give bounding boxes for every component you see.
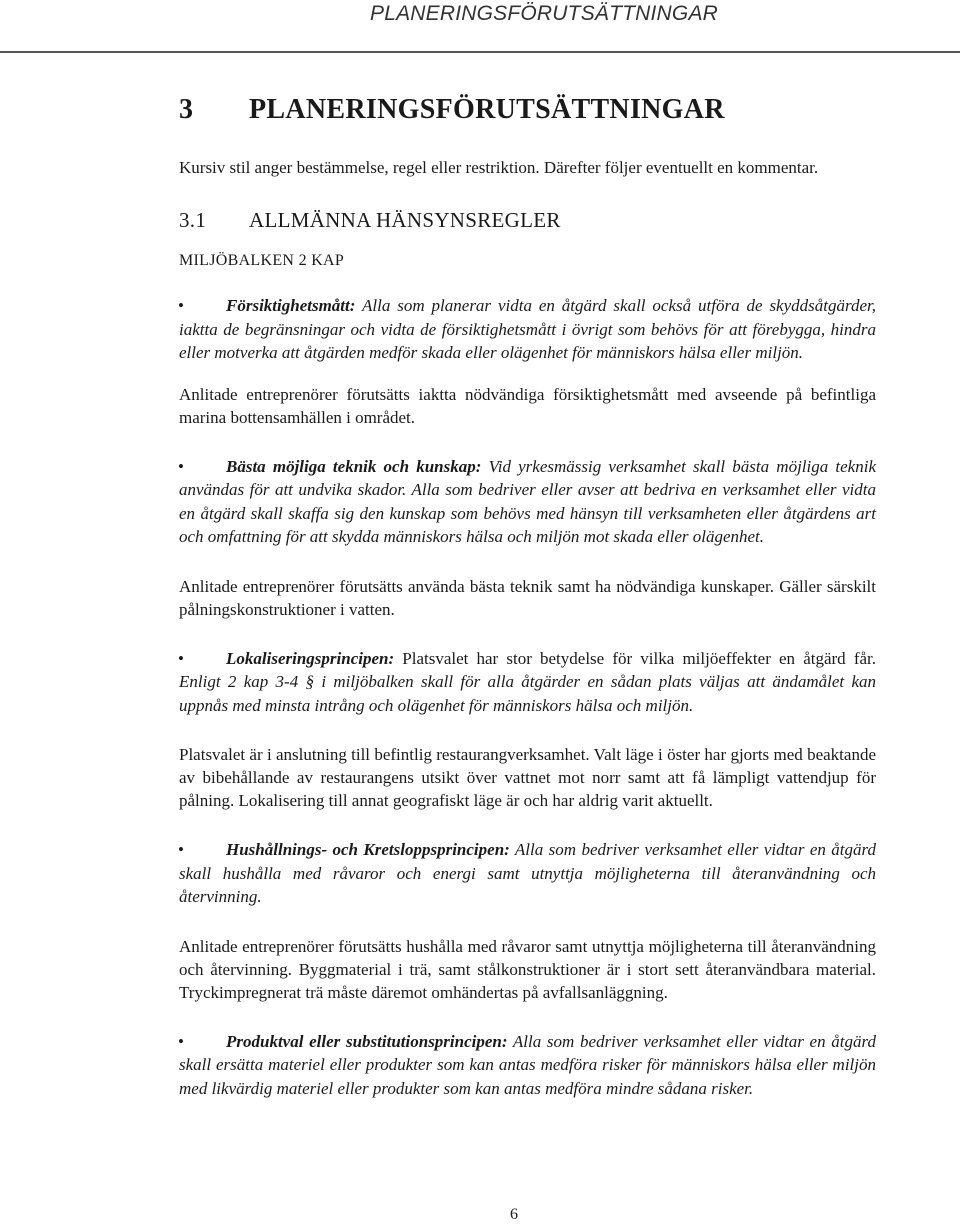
chapter-title: PLANERINGSFÖRUTSÄTTNINGAR — [249, 94, 725, 125]
section-heading — [179, 205, 876, 235]
rule-term: Bästa möjliga teknik och kunskap: — [226, 456, 482, 476]
law-heading: MILJÖBALKEN 2 KAP — [179, 252, 345, 269]
bullet-icon: • — [178, 456, 184, 476]
comment-lokaliseringsprincipen: Platsvalet är i anslutning till befintlig restaurangverksamhet. Valt läge i öster har gjorts med beaktande av bibehållande av restaurangens utsikt över vattnet mot norr samt att få lämpligt vattendjup för pålning. Lokalisering till annat geografiskt läge är och har aldrig varit aktuellt. — [179, 745, 876, 810]
page-number: 6 — [510, 1206, 518, 1223]
running-header: PLANERINGSFÖRUTSÄTTNINGAR — [370, 2, 719, 25]
bullet-icon: • — [178, 296, 184, 315]
rule-forsiktighetsmatt — [179, 294, 876, 365]
chapter-heading — [179, 90, 876, 130]
rule-produktvalsprincipen — [179, 1030, 876, 1101]
comment-hushallningsprincipen: Anlitade entreprenörer förutsätts hushålla med råvaror samt utnyttja möjligheterna till återanvändning och återvinning. Byggmaterial i trä, samt stålkonstruktioner är i stort sett återanvändbara material. Tryckimpregnerat trä måste däremot omhändertas på avfallsanläggning. — [179, 936, 876, 1002]
bullet-icon: • — [178, 648, 184, 668]
intro-text: Kursiv stil anger bestämmelse, regel eller restriktion. Därefter följer eventuellt en kommentar. — [179, 158, 819, 177]
header-rule — [0, 51, 960, 53]
comment-basta-teknik: Anlitade entreprenörer förutsätts använda bästa teknik samt ha nödvändiga kunskaper. Gäller särskilt pålningskonstruktioner i vatten. — [179, 576, 876, 619]
rule-text: Vid yrkesmässig verksamhet skall bästa möjliga teknik användas för att undvika skador. Alla som bedriver eller avser att bedriva en verksamhet eller vidta en åtgärd skall skaffa sig den kunskap som behövs med hänsyn till verksamheten eller åtgärdens art och omfattning för att skydda människors hälsa och miljön mot skada eller olägenhet. — [179, 456, 876, 546]
page-content — [179, 90, 876, 1100]
bullet-icon: • — [178, 1031, 184, 1051]
section-number: 3.1 — [179, 208, 207, 232]
rule-term: Försiktighetsmått: — [226, 296, 356, 315]
rule-term: Lokaliseringsprincipen: — [226, 648, 395, 668]
chapter-number: 3 — [179, 94, 194, 125]
rule-lokaliseringsprincipen — [179, 647, 876, 718]
rule-text: Alla som bedriver verksamhet eller vidtar en åtgärd skall hushålla med råvaror och energi samt utnyttja möjligheterna till återanvändning och återvinning. — [179, 840, 876, 906]
rule-text: Alla som bedriver verksamhet eller vidtar en åtgärd skall ersätta materiel eller produkter som kan antas medföra risker för människors hälsa eller miljön med likvärdig materiel eller produkter som kan antas medföra mindre sådana risker. — [179, 1031, 876, 1098]
rule-hushallningsprincipen — [179, 838, 876, 909]
rule-text: Alla som planerar vidta en åtgärd skall också utföra de skyddsåtgärder, iaktta de begränsningar och vidta de försiktighetsmått i övrigt som behövs för att förebygga, hindra eller motverka att åtgärden medför skada eller olägenhet för människors hälsa eller miljön. — [179, 296, 876, 362]
section-title: ALLMÄNNA HÄNSYNSREGLER — [249, 208, 561, 232]
rule-comment-inline: Platsvalet har stor betydelse för vilka miljöeffekter en åtgärd får. — [394, 648, 876, 668]
rule-term: Produktval eller substitutionsprincipen: — [226, 1031, 508, 1051]
rule-term: Hushållnings- och Kretsloppsprincipen: — [226, 840, 510, 859]
bullet-icon: • — [178, 840, 184, 859]
rule-text: Enligt 2 kap 3-4 § i miljöbalken skall för alla åtgärder en sådan plats väljas att ändamålet kan uppnås med minsta intrång och olägenhet för människors hälsa och miljön. — [179, 672, 876, 715]
comment-forsiktighetsmatt: Anlitade entreprenörer förutsätts iaktta nödvändiga försiktighetsmått med avseende på befintliga marina bottensamhällen i området. — [179, 384, 876, 427]
rule-basta-teknik — [179, 455, 876, 549]
